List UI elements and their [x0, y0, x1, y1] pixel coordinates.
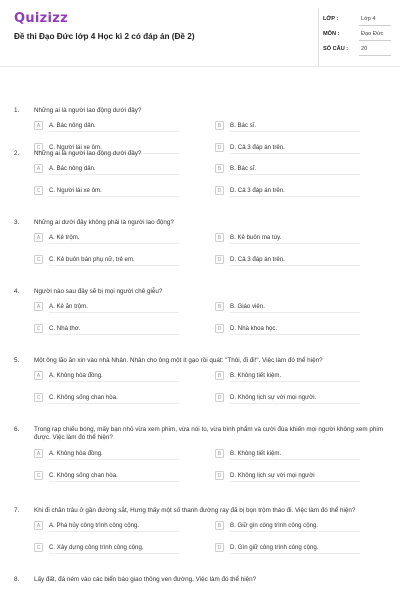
answer-option-b[interactable] [215, 121, 375, 132]
option-letter-box[interactable]: C [34, 186, 43, 195]
option-underline [49, 531, 179, 532]
answer-option-c[interactable] [34, 324, 194, 335]
answer-option-b[interactable] [215, 233, 375, 244]
answer-option-c[interactable] [34, 543, 194, 554]
option-underline [230, 243, 360, 244]
option-letter-box[interactable]: C [34, 324, 43, 333]
option-underline [49, 334, 179, 335]
question-number: 3. [14, 219, 20, 226]
question-text: Người nào sau đây sẽ bị mọi người chê giễu? [34, 288, 163, 295]
question-text: Những ai là người lao động dưới đây? [34, 150, 142, 157]
option-text: A. Bác nông dân. [49, 165, 96, 172]
answer-option-d[interactable] [215, 255, 375, 266]
option-text: B. Không tiết kiệm. [230, 450, 282, 457]
option-text: C. Không sống chan hòa. [49, 394, 118, 401]
option-underline [49, 553, 179, 554]
option-underline [230, 174, 360, 175]
option-letter-box[interactable]: B [215, 521, 224, 530]
answer-option-d[interactable] [215, 324, 375, 335]
answer-option-a[interactable] [34, 371, 194, 382]
answer-option-a[interactable] [34, 164, 194, 175]
option-text: B. Bác sĩ. [230, 122, 257, 129]
quizizz-logo: Quizizz [14, 11, 69, 26]
option-text: C. Xây dựng công trình công cộng. [49, 544, 144, 551]
option-letter-box[interactable]: D [215, 543, 224, 552]
answer-option-b[interactable] [215, 449, 375, 460]
answer-option-b[interactable] [215, 302, 375, 313]
option-letter-box[interactable]: A [34, 449, 43, 458]
answer-option-d[interactable] [215, 186, 375, 197]
option-letter-box[interactable]: A [34, 302, 43, 311]
question-number: 6. [14, 426, 20, 433]
option-underline [230, 312, 360, 313]
option-text: C. Người lái xe ôm. [49, 187, 102, 194]
option-letter-box[interactable]: B [215, 302, 224, 311]
option-underline [49, 131, 179, 132]
meta-class-value: Lớp 4 [361, 16, 376, 22]
meta-class-label: LỚP : [323, 16, 339, 22]
option-underline [230, 481, 360, 482]
answer-option-a[interactable] [34, 521, 194, 532]
option-text: D. Cả 3 đáp án trên. [230, 256, 285, 263]
option-underline [230, 334, 360, 335]
option-letter-box[interactable]: A [34, 164, 43, 173]
option-letter-box[interactable]: C [34, 543, 43, 552]
question-number: 7. [14, 507, 20, 514]
answer-option-b[interactable] [215, 164, 375, 175]
option-text: B. Bác sĩ. [230, 165, 257, 172]
option-underline [49, 403, 179, 404]
option-text: B. Kẻ buôn ma túy. [230, 234, 282, 241]
question-text: Một ông lão ăn xin vào nhà Nhân. Nhân cho ông một ít gạo rồi quát: "Thôi, đi đi!". Việc làm đó thể hiện? [34, 357, 323, 364]
option-underline [49, 459, 179, 460]
option-text: B. Giáo viên. [230, 303, 265, 310]
option-text: C. Không sống chan hòa. [49, 472, 118, 479]
option-text: A. Kẻ ăn trộm. [49, 303, 88, 310]
question-number: 8. [14, 576, 20, 583]
option-letter-box[interactable]: D [215, 143, 224, 152]
option-text: D. Cả 3 đáp án trên. [230, 187, 285, 194]
option-underline [230, 196, 360, 197]
answer-option-c[interactable] [34, 186, 194, 197]
question-number: 5. [14, 357, 20, 364]
option-text: D. Không lịch sự với mọi người. [230, 394, 317, 401]
option-letter-box[interactable]: B [215, 121, 224, 130]
option-text: D. Nhà khoa học. [230, 325, 278, 332]
option-text: B. Giữ gìn công trình công cộng. [230, 522, 319, 529]
option-text: A. Bác nông dân. [49, 122, 96, 129]
answer-option-d[interactable] [215, 471, 375, 482]
option-letter-box[interactable]: C [34, 471, 43, 480]
option-text: A. Kẻ trộm. [49, 234, 80, 241]
header-rule [0, 66, 400, 67]
meta-count-value: 20 [361, 46, 368, 52]
answer-option-c[interactable] [34, 471, 194, 482]
option-underline [230, 459, 360, 460]
meta-subject-value: Đạo Đức [361, 31, 384, 37]
option-letter-box[interactable]: D [215, 324, 224, 333]
option-text: B. Không tiết kiệm. [230, 372, 282, 379]
option-letter-box[interactable]: C [34, 255, 43, 264]
option-underline [230, 381, 360, 382]
meta-count-label: SỐ CÂU : [323, 46, 349, 52]
option-underline [49, 312, 179, 313]
answer-option-a[interactable] [34, 121, 194, 132]
option-letter-box[interactable]: A [34, 371, 43, 380]
meta-subject-line [359, 40, 391, 41]
option-text: D. Gìn giữ công trình công cộng. [230, 544, 319, 551]
question-number: 4. [14, 288, 20, 295]
answer-option-b[interactable] [215, 521, 375, 532]
option-text: C. Nhà thơ. [49, 325, 81, 332]
option-letter-box[interactable]: C [34, 143, 43, 152]
answer-option-c[interactable] [34, 255, 194, 266]
option-text: A. Không hòa đồng. [49, 372, 103, 379]
answer-option-d[interactable] [215, 393, 375, 404]
answer-option-c[interactable] [34, 393, 194, 404]
meta-class-line [359, 25, 391, 26]
option-underline [230, 531, 360, 532]
option-underline [49, 243, 179, 244]
worksheet-header [0, 0, 400, 66]
option-text: A. Không hòa đồng. [49, 450, 103, 457]
option-letter-box[interactable]: D [215, 186, 224, 195]
option-letter-box[interactable]: D [215, 471, 224, 480]
answer-option-d[interactable] [215, 543, 375, 554]
question-text: Những ai dưới đây không phải là người lao động? [34, 219, 174, 226]
meta-subject-label: MÔN : [323, 31, 340, 37]
option-letter-box[interactable]: B [215, 371, 224, 380]
option-underline [49, 481, 179, 482]
option-letter-box[interactable]: B [215, 449, 224, 458]
option-text: D. Cả 3 đáp án trên. [230, 144, 285, 151]
option-underline [49, 265, 179, 266]
option-letter-box[interactable]: B [215, 164, 224, 173]
option-letter-box[interactable]: D [215, 255, 224, 264]
answer-option-a[interactable] [34, 449, 194, 460]
answer-option-b[interactable] [215, 371, 375, 382]
option-underline [230, 553, 360, 554]
answer-option-a[interactable] [34, 302, 194, 313]
option-underline [230, 403, 360, 404]
option-letter-box[interactable]: A [34, 121, 43, 130]
option-text: C. Kẻ buôn bán phụ nữ, trẻ em. [49, 256, 135, 263]
question-number: 1. [14, 107, 20, 114]
option-text: D. Không lịch sự với mọi người [230, 472, 315, 479]
question-text: Khi đi chăn trâu ở gần đường sắt, Hưng thấy một số thanh đường ray đã bị bọn trộm tháo đi. Việc làm đó thể hiện? [34, 507, 356, 514]
worksheet-title: Đề thi Đạo Đức lớp 4 Học kì 2 có đáp án (Đề 2) [14, 32, 195, 41]
question-text: Lấy đất, đá ném vào các biển báo giao thông ven đường. Việc làm đó thể hiện? [34, 576, 257, 583]
option-letter-box[interactable]: D [215, 393, 224, 402]
option-letter-box[interactable]: A [34, 521, 43, 530]
meta-count-line [359, 55, 391, 56]
option-underline [230, 265, 360, 266]
option-underline [230, 131, 360, 132]
question-text: Những ai là người lao động dưới đây? [34, 107, 142, 114]
question-text: Trong rạp chiếu bóng, mấy bạn nhỏ vừa xem phim, vừa nói to, vừa bình phẩm và cười đùa khiến mọi người không xem phim được. Việc làm đó thể hiện? [34, 426, 384, 442]
option-text: C. Người lái xe ôm. [49, 144, 102, 151]
option-underline [49, 174, 179, 175]
option-letter-box[interactable]: B [215, 233, 224, 242]
option-underline [49, 381, 179, 382]
question-number: 2. [14, 150, 20, 157]
option-text: A. Phá hủy công trình công cộng. [49, 522, 140, 529]
option-letter-box[interactable]: A [34, 233, 43, 242]
option-underline [49, 196, 179, 197]
option-letter-box[interactable]: C [34, 393, 43, 402]
answer-option-a[interactable] [34, 233, 194, 244]
header-divider [318, 8, 319, 66]
